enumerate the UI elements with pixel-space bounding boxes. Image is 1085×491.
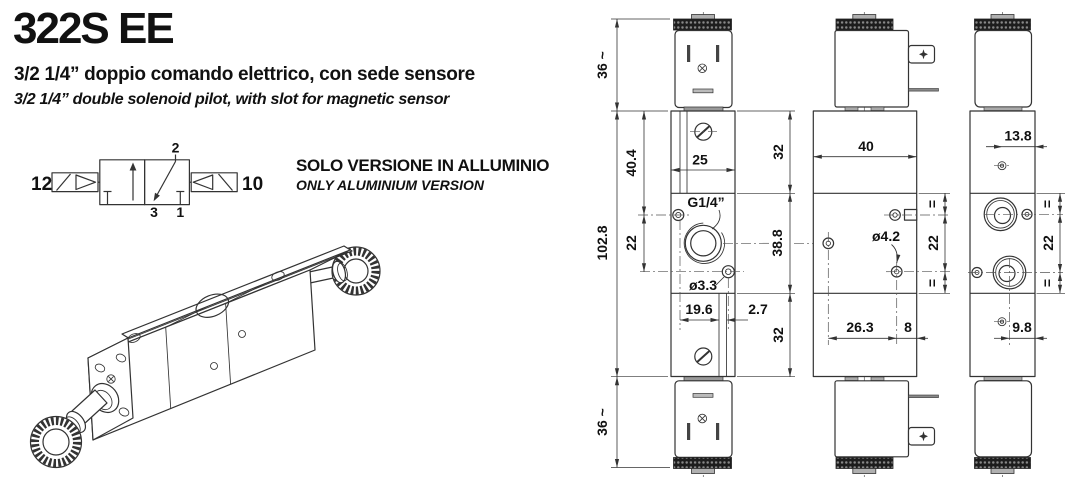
valve-position-box-right [145, 160, 190, 205]
label-thread-g14: G1/4” [687, 194, 725, 210]
dim-equal-top: = [1039, 199, 1055, 209]
dim-section-bottom: 32 [770, 327, 786, 343]
solenoid-coil [675, 381, 732, 458]
knurled-cap [836, 19, 893, 30]
solenoid-coil [975, 31, 1032, 108]
dim-overall-height: 102.8 [594, 225, 610, 261]
knurled-cap [975, 19, 1031, 30]
subtitle-italian: 3/2 1/4” doppio comando elettrico, con sede sensore [14, 64, 475, 85]
knurled-cap [836, 458, 893, 469]
dim-equal-top: = [924, 199, 940, 209]
schematic-port-12: 12 [31, 174, 53, 195]
dim-body-width: 25 [692, 151, 708, 168]
dim-hole-x: 26.3 [846, 319, 874, 335]
pneumatic-schematic [25, 138, 277, 228]
knurled-cap [674, 458, 732, 469]
left-solenoid-box [52, 173, 98, 192]
schematic-port-10: 10 [242, 174, 264, 195]
dim-hole-spacing: 22 [623, 235, 639, 251]
schematic-port-1: 1 [176, 204, 185, 220]
dim-hole-spacing: 22 [925, 235, 941, 251]
dim-section-mid: 38.8 [769, 229, 785, 257]
dim-equal-bottom: = [924, 278, 940, 288]
schematic-port-2: 2 [171, 139, 180, 156]
dim-upper-hole: 40.4 [623, 149, 639, 177]
dim-slot-width: 2.7 [748, 301, 768, 317]
right-pilot-triangle [193, 175, 213, 190]
back-view [968, 12, 1065, 478]
label-hole-33: ø3.3 [688, 277, 718, 293]
solenoid-coil [975, 381, 1032, 457]
note-italian: SOLO VERSIONE IN ALLUMINIO [296, 156, 550, 175]
solenoid-coil [835, 381, 909, 457]
valve-position-box-left [100, 160, 145, 205]
valve-body [970, 111, 1035, 377]
dim-coil-top: 36 ~ [594, 51, 610, 79]
note-english: ONLY ALUMINIUM VERSION [296, 177, 484, 193]
flow-arrow-up [130, 163, 137, 171]
subtitle-english: 3/2 1/4” double solenoid pilot, with slot for magnetic sensor [14, 91, 450, 108]
connector-pin [909, 395, 939, 398]
page-title: 322S EE [13, 4, 173, 53]
connector-pin [909, 89, 939, 92]
dim-hole-edge: 8 [904, 319, 912, 335]
flow-arrow-diagonal [154, 193, 160, 201]
dim-hole-spacing: 22 [1040, 235, 1056, 251]
dim-body-depth: 40 [858, 138, 874, 154]
knurled-cap [674, 19, 732, 30]
side-view [813, 12, 950, 478]
technical-drawing [585, 0, 1085, 491]
solenoid-coil [835, 31, 909, 108]
dim-section-top: 32 [770, 144, 786, 160]
dim-port-edge: 9.8 [1012, 319, 1032, 335]
dim-coil-bottom: 36 ~ [594, 408, 610, 436]
schematic-symbol [31, 140, 263, 221]
knurled-cap [975, 458, 1031, 469]
dim-edge-offset: 13.8 [1004, 127, 1032, 144]
isometric-view [15, 240, 415, 490]
dim-slot-offset: 19.6 [685, 301, 713, 317]
label-hole-42: ø4.2 [871, 228, 901, 244]
dim-equal-bottom: = [1039, 278, 1055, 288]
schematic-port-3: 3 [150, 204, 158, 220]
valve-isometric [31, 246, 381, 468]
front-view [594, 12, 836, 478]
left-pilot-triangle [76, 175, 96, 190]
